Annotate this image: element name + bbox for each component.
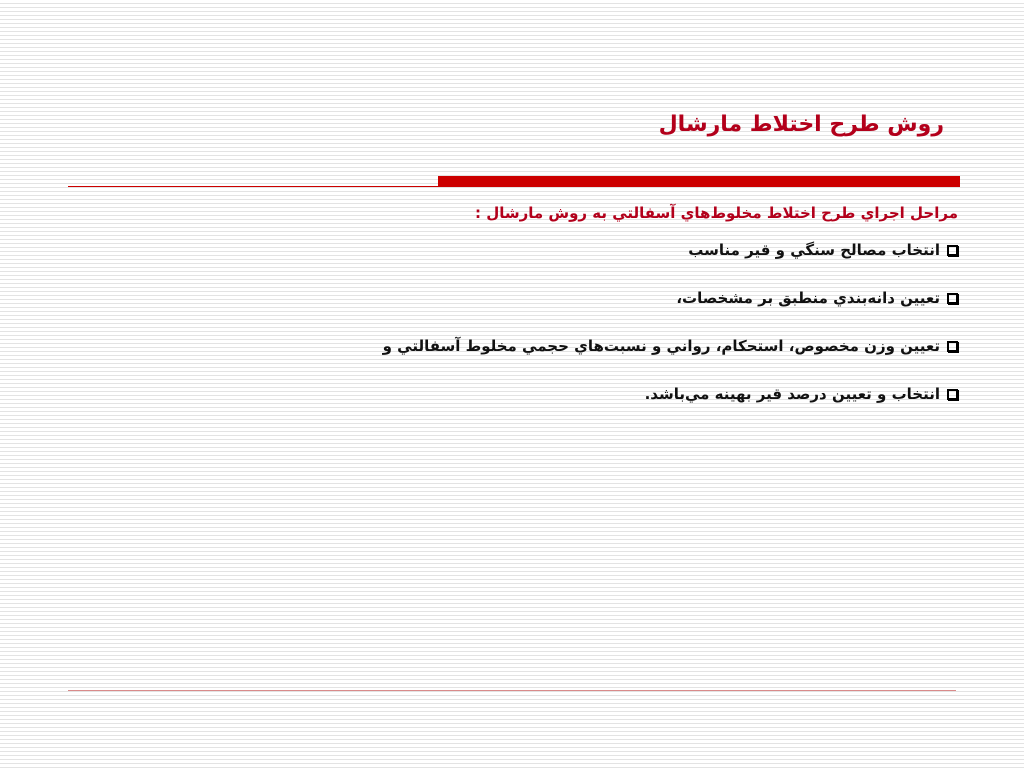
title-divider-thin: [68, 186, 440, 187]
bullet-item: [318, 286, 958, 310]
title-divider-thick: [438, 176, 960, 187]
slide-subtitle: مراحل اجراي طرح اختلاط مخلوط‌هاي آسفالتي به روش مارشال :: [474, 204, 958, 222]
bullet-text: تعيين وزن مخصوص، استحكام، رواني و نسبت‌هاي حجمي مخلوط آسفالتي و: [382, 337, 940, 355]
slide-content: [318, 204, 958, 430]
bullet-item: [318, 238, 958, 262]
bullet-item: [318, 382, 958, 406]
bullet-list: [318, 238, 958, 406]
square-bullet-icon: [947, 389, 958, 400]
footer-divider: [68, 690, 956, 691]
square-bullet-icon: [947, 245, 958, 256]
bullet-item: [318, 334, 958, 358]
square-bullet-icon: [947, 341, 958, 352]
slide-title: روش طرح اختلاط مارشال: [658, 112, 944, 137]
bullet-text: تعيين دانه‌بندي منطبق بر مشخصات،: [676, 289, 940, 307]
bullet-text: انتخاب مصالح سنگي و قير مناسب: [688, 241, 940, 259]
bullet-text: انتخاب و تعيين درصد قير بهينه مي‌باشد.: [644, 385, 940, 403]
square-bullet-icon: [947, 293, 958, 304]
